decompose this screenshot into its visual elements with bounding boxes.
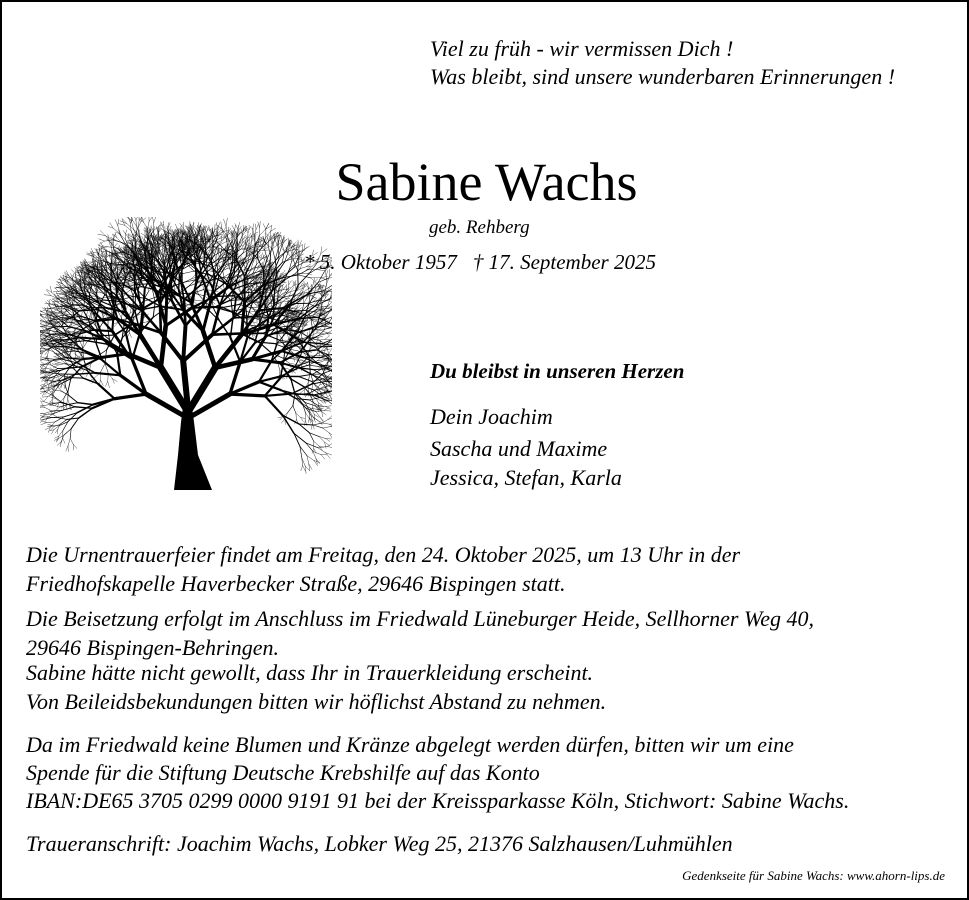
memorial-website-note: Gedenkseite für Sabine Wachs: www.ahorn-lips.de — [682, 868, 945, 883]
life-dates — [304, 250, 656, 275]
birth-date: * 5. Oktober 1957 — [304, 250, 457, 274]
burial-line: Die Beisetzung erfolgt im Anschluss im Friedwald Lüneburger Heide, Sellhorner Weg 40, — [26, 606, 815, 631]
motto-line-2: Was bleibt, sind unsere wunderbaren Erinnerungen ! — [430, 64, 896, 89]
mourner-line: Sascha und Maxime — [430, 436, 608, 461]
mourning-address: Traueranschrift: Joachim Wachs, Lobker Weg 25, 21376 Salzhausen/Luhmühlen — [26, 831, 733, 856]
ceremony-line: Friedhofskapelle Haverbecker Straße, 29646 Bispingen statt. — [26, 571, 566, 596]
burial-line: Von Beileidsbekundungen bitten wir höflichst Abstand zu nehmen. — [26, 689, 607, 714]
motto-line-1: Viel zu früh - wir vermissen Dich ! — [430, 36, 734, 61]
ceremony-line: Die Urnentrauerfeier findet am Freitag, den 24. Oktober 2025, um 13 Uhr in der — [26, 542, 741, 567]
burial-line: Sabine hätte nicht gewollt, dass Ihr in Trauerkleidung erscheint. — [26, 660, 594, 685]
burial-line: 29646 Bispingen-Behringen. — [26, 635, 279, 660]
bare-tree-icon — [40, 217, 332, 495]
donation-line: Spende für die Stiftung Deutsche Krebshilfe auf das Konto — [26, 760, 540, 785]
death-date: † 17. September 2025 — [472, 250, 656, 274]
donation-line: IBAN:DE65 3705 0299 0000 9191 91 bei der Kreissparkasse Köln, Stichwort: Sabine Wachs. — [26, 788, 850, 813]
tribute-heading: Du bleibst in unseren Herzen — [430, 359, 685, 383]
maiden-name: geb. Rehberg — [429, 217, 530, 238]
mourner-line: Jessica, Stefan, Karla — [430, 465, 622, 490]
donation-line: Da im Friedwald keine Blumen und Kränze abgelegt werden dürfen, bitten wir um eine — [26, 732, 794, 757]
mourner-line: Dein Joachim — [430, 404, 553, 429]
deceased-name: Sabine Wachs — [335, 152, 638, 212]
